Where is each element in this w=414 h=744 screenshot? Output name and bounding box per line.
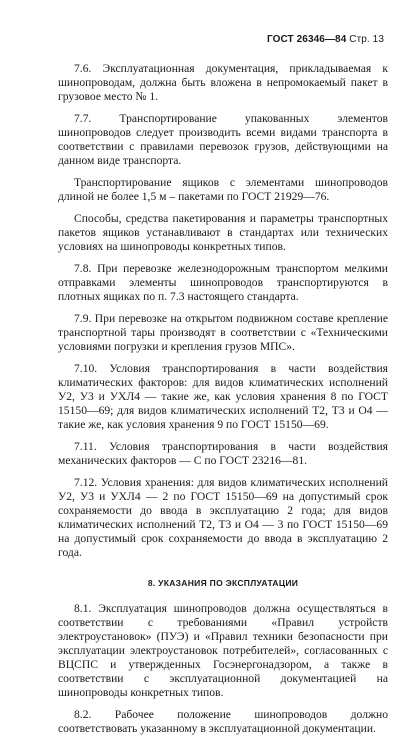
paragraph-7-7: 7.7. Транспортирование упакованных элементов шинопроводов следует производить всеми видами транспорта в соответствии с правилами перевозок грузов, действующими на данном виде транспорта.	[58, 112, 388, 167]
document-body	[58, 62, 388, 744]
page-header	[267, 34, 384, 45]
paragraph-8-1: 8.1. Эксплуатация шинопроводов должна осуществляться в соответствии с требованиями «Правил устройств электроустановок» (ПУЭ) и «Правил техники безопасности при эксплуатации электроустановок потребителей», согласованных с ВЦСПС и утвержденных Госэнергонадзором, а также в соответствии с эксплуатационной документацией на шинопроводы конкретных типов.	[58, 602, 388, 699]
paragraph-7-7-packaging: Способы, средства пакетирования и параметры транспортных пакетов ящиков устанавливают в стандартах или технических условиях на шинопроводы конкретных типов.	[58, 212, 388, 253]
paragraph-7-6: 7.6. Эксплуатационная документация, прикладываемая к шинопроводам, должна быть вложена в непромокаемый пакет в грузовое место № 1.	[58, 62, 388, 103]
paragraph-7-12: 7.12. Условия хранения: для видов климатических исполнений У2, У3 и УХЛ4 — 2 по ГОСТ 15150—69 на допустимый срок сохраняемости до ввода в эксплуатацию 2 года; для видов климатических исполнений Т2, Т3 и О4 — 3 по ГОСТ 15150—69 на допустимый срок сохраняемости до ввода в эксплуатацию 2 года.	[58, 476, 388, 559]
paragraph-7-9: 7.9. При перевозке на открытом подвижном составе крепление транспортной тары производят в соответствии с «Техническими условиями погрузки и крепления грузов МПС».	[58, 312, 388, 353]
paragraph-7-11: 7.11. Условия транспортирования в части воздействия механических факторов — С по ГОСТ 23216—81.	[58, 440, 388, 467]
standard-number: ГОСТ 26346—84	[266, 34, 347, 45]
paragraph-7-7-length: Транспортирование ящиков с элементами шинопроводов длиной не более 1,5 м – пакетами по ГОСТ 21929—76.	[58, 176, 388, 203]
paragraph-7-8: 7.8. При перевозке железнодорожным транспортом мелкими отправками элементы шинопроводов транспортируются в плотных ящиках по п. 7.3 настоящего стандарта.	[58, 262, 388, 303]
paragraph-7-10: 7.10. Условия транспортирования в части воздействия климатических факторов: для видов климатических исполнений У2, У3 и УХЛ4 — такие же, как условия хранения 8 по ГОСТ 15150—69; для видов климатических исполнений Т2, Т3 и О4 — такие же, как условия хранения 9 по ГОСТ 15150—69.	[58, 362, 388, 431]
section-title: 8. УКАЗАНИЯ ПО ЭКСПЛУАТАЦИИ	[147, 578, 299, 588]
paragraph-8-2: 8.2. Рабочее положение шинопроводов должно соответствовать указанному в эксплуатационной документации.	[58, 708, 388, 735]
page-number: Стр. 13	[349, 34, 384, 45]
